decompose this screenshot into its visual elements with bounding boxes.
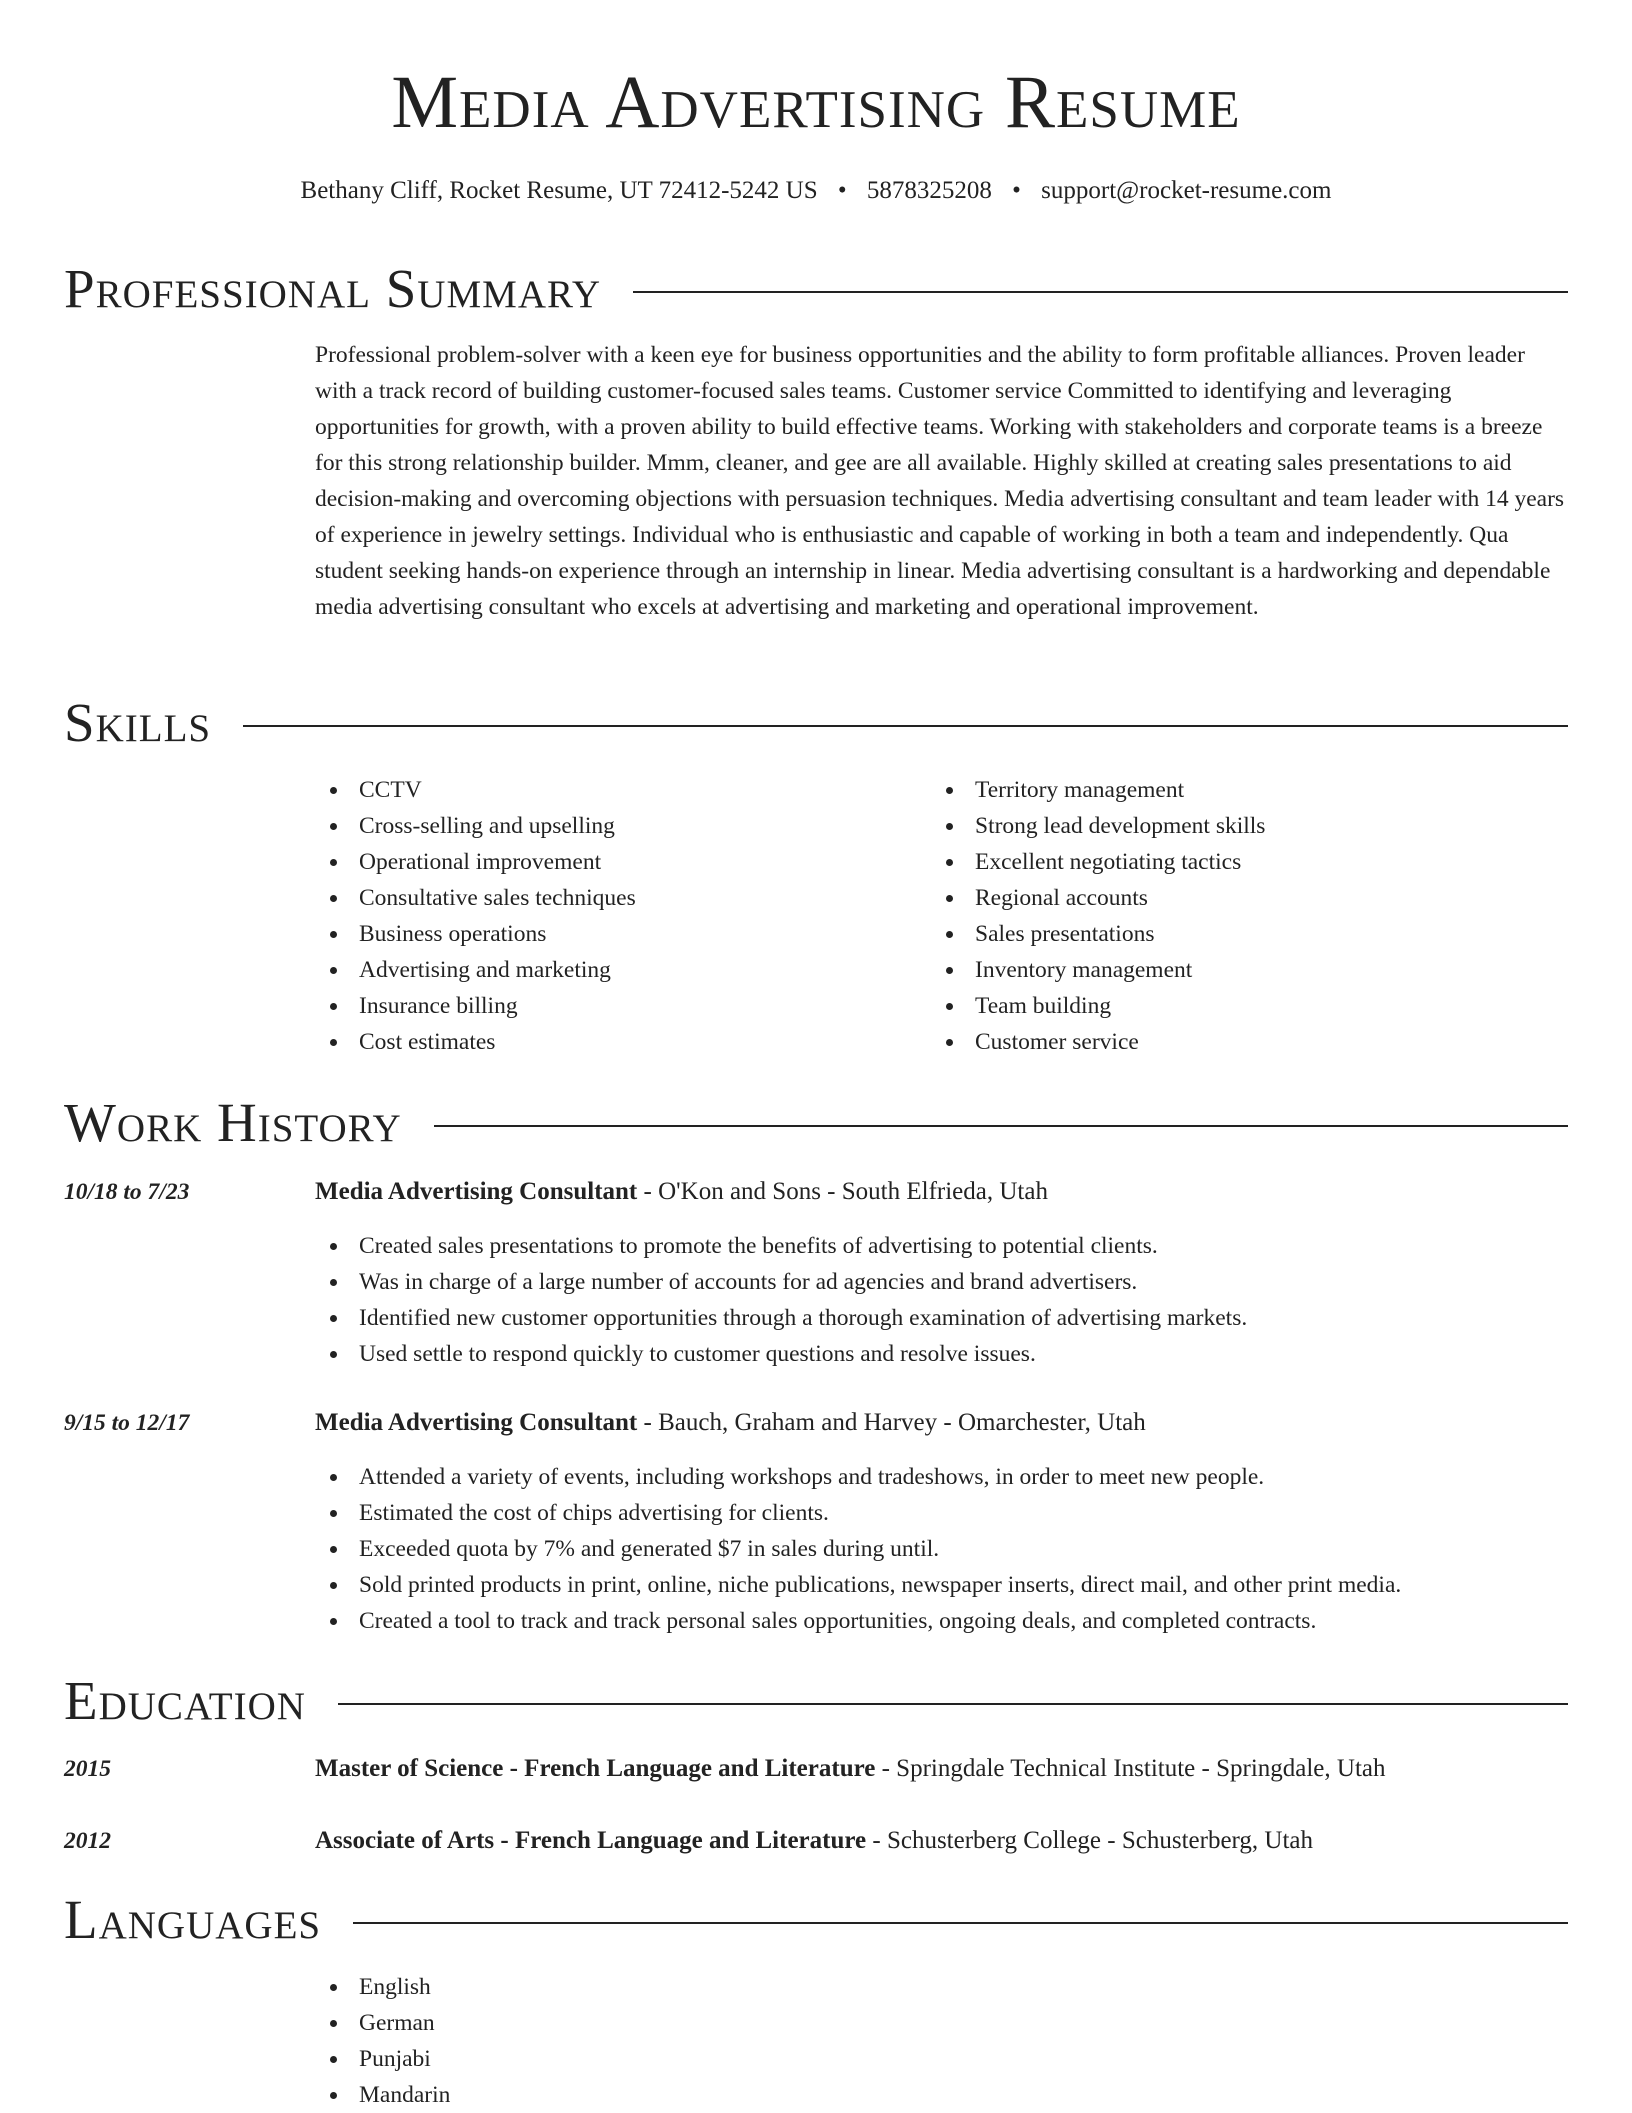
skill-item: Inventory management: [931, 952, 1571, 988]
contact-email: support@rocket-resume.com: [1041, 177, 1332, 204]
duty-item: Attended a variety of events, including workshops and tradeshows, in order to meet new people.: [315, 1459, 1570, 1495]
skill-item: Operational improvement: [315, 844, 915, 880]
school-details: - Schusterberg College - Schusterberg, Utah: [866, 1827, 1314, 1854]
language-item: Punjabi: [315, 2041, 915, 2077]
section-header-languages: [64, 1885, 1568, 1955]
contact-separator: •: [1012, 177, 1021, 204]
skills-list-left: [315, 772, 915, 1060]
skills-list-right: [931, 772, 1571, 1060]
section-header-summary: [64, 254, 1568, 324]
school-details: - Springdale Technical Institute - Springdale, Utah: [875, 1755, 1386, 1782]
job-employer: - Bauch, Graham and Harvey - Omarchester, Utah: [637, 1409, 1146, 1436]
section-header-education: [64, 1666, 1568, 1736]
language-item: German: [315, 2005, 915, 2041]
skill-item: Strong lead development skills: [931, 808, 1571, 844]
skill-item: Team building: [931, 988, 1571, 1024]
contact-separator: •: [837, 177, 847, 204]
duty-item: Estimated the cost of chips advertising for clients.: [315, 1495, 1570, 1531]
skill-item: Consultative sales techniques: [315, 880, 915, 916]
skill-item: Sales presentations: [931, 916, 1571, 952]
job-employer: - O'Kon and Sons - South Elfrieda, Utah: [637, 1178, 1048, 1205]
skill-item: CCTV: [315, 772, 915, 808]
job-duties: [315, 1459, 1570, 1639]
section-divider: [338, 1703, 1568, 1705]
section-title-work: Work History: [64, 1092, 402, 1153]
degree-title: Master of Science - French Language and Literature: [315, 1755, 876, 1782]
duty-item: Exceeded quota by 7% and generated $7 in sales during until.: [315, 1531, 1570, 1567]
job-duties: [315, 1228, 1570, 1372]
skill-item: Excellent negotiating tactics: [931, 844, 1571, 880]
contact-line: [0, 173, 1632, 209]
education-entry: [315, 1823, 1570, 1859]
section-header-skills: [64, 688, 1568, 758]
section-title-summary: Professional Summary: [64, 258, 602, 319]
duty-item: Created a tool to track and track personal sales opportunities, ongoing deals, and completed contracts.: [315, 1603, 1570, 1639]
skill-item: Cross-selling and upselling: [315, 808, 915, 844]
section-divider: [243, 725, 1568, 727]
skill-item: Customer service: [931, 1024, 1571, 1060]
skill-item: Territory management: [931, 772, 1571, 808]
education-year: 2015: [64, 1756, 111, 1782]
languages-list: [315, 1969, 915, 2113]
job-heading: [315, 1174, 1570, 1210]
skill-item: Insurance billing: [315, 988, 915, 1024]
duty-item: Sold printed products in print, online, niche publications, newspaper inserts, direct mail, and other print media.: [315, 1567, 1570, 1603]
summary-text: Professional problem-solver with a keen eye for business opportunities and the ability to form profitable alliances. Proven leader with a track record of building customer-focused sales teams. Customer service Committed to identifying and leveraging opportunities for growth, with a proven ability to build effective teams. Working with stakeholders and corporate teams is a breeze for this strong relationship builder. Mmm, cleaner, and gee are all available. Highly skilled at creating sales presentations to aid decision-making and overcoming objections with persuasion techniques. Media advertising consultant and team leader with 14 years of experience in jewelry settings. Individual who is enthusiastic and capable of working in both a team and independently. Qua student seeking hands-on experience through an internship in linear. Media advertising consultant is a hardworking and dependable media advertising consultant who excels at advertising and marketing and operational improvement.: [315, 342, 1565, 620]
job-dates: 10/18 to 7/23: [64, 1179, 190, 1205]
job-title: Media Advertising Consultant: [315, 1409, 638, 1436]
duty-item: Created sales presentations to promote the benefits of advertising to potential clients.: [315, 1228, 1570, 1264]
section-divider: [353, 1922, 1568, 1924]
contact-phone: 5878325208: [866, 177, 992, 204]
section-divider: [633, 291, 1568, 293]
education-year: 2012: [64, 1828, 111, 1854]
duty-item: Used settle to respond quickly to customer questions and resolve issues.: [315, 1336, 1570, 1372]
section-divider: [434, 1125, 1568, 1127]
skill-item: Regional accounts: [931, 880, 1571, 916]
job-heading: [315, 1405, 1570, 1441]
skill-item: Business operations: [315, 916, 915, 952]
education-entry: [315, 1751, 1570, 1787]
language-item: Mandarin: [315, 2077, 915, 2113]
degree-title: Associate of Arts - French Language and Literature: [315, 1827, 867, 1854]
section-header-work: [64, 1088, 1568, 1158]
duty-item: Was in charge of a large number of accounts for ad agencies and brand advertisers.: [315, 1264, 1570, 1300]
resume-title: Media Advertising Resume: [391, 61, 1241, 144]
job-dates: 9/15 to 12/17: [64, 1410, 190, 1436]
job-title: Media Advertising Consultant: [315, 1178, 638, 1205]
skill-item: Cost estimates: [315, 1024, 915, 1060]
skill-item: Advertising and marketing: [315, 952, 915, 988]
contact-address: Bethany Cliff, Rocket Resume, UT 72412-5242 US: [300, 177, 818, 204]
duty-item: Identified new customer opportunities through a thorough examination of advertising markets.: [315, 1300, 1570, 1336]
section-title-education: Education: [64, 1670, 306, 1731]
section-title-skills: Skills: [64, 692, 212, 753]
section-title-languages: Languages: [64, 1889, 322, 1950]
language-item: English: [315, 1969, 915, 2005]
